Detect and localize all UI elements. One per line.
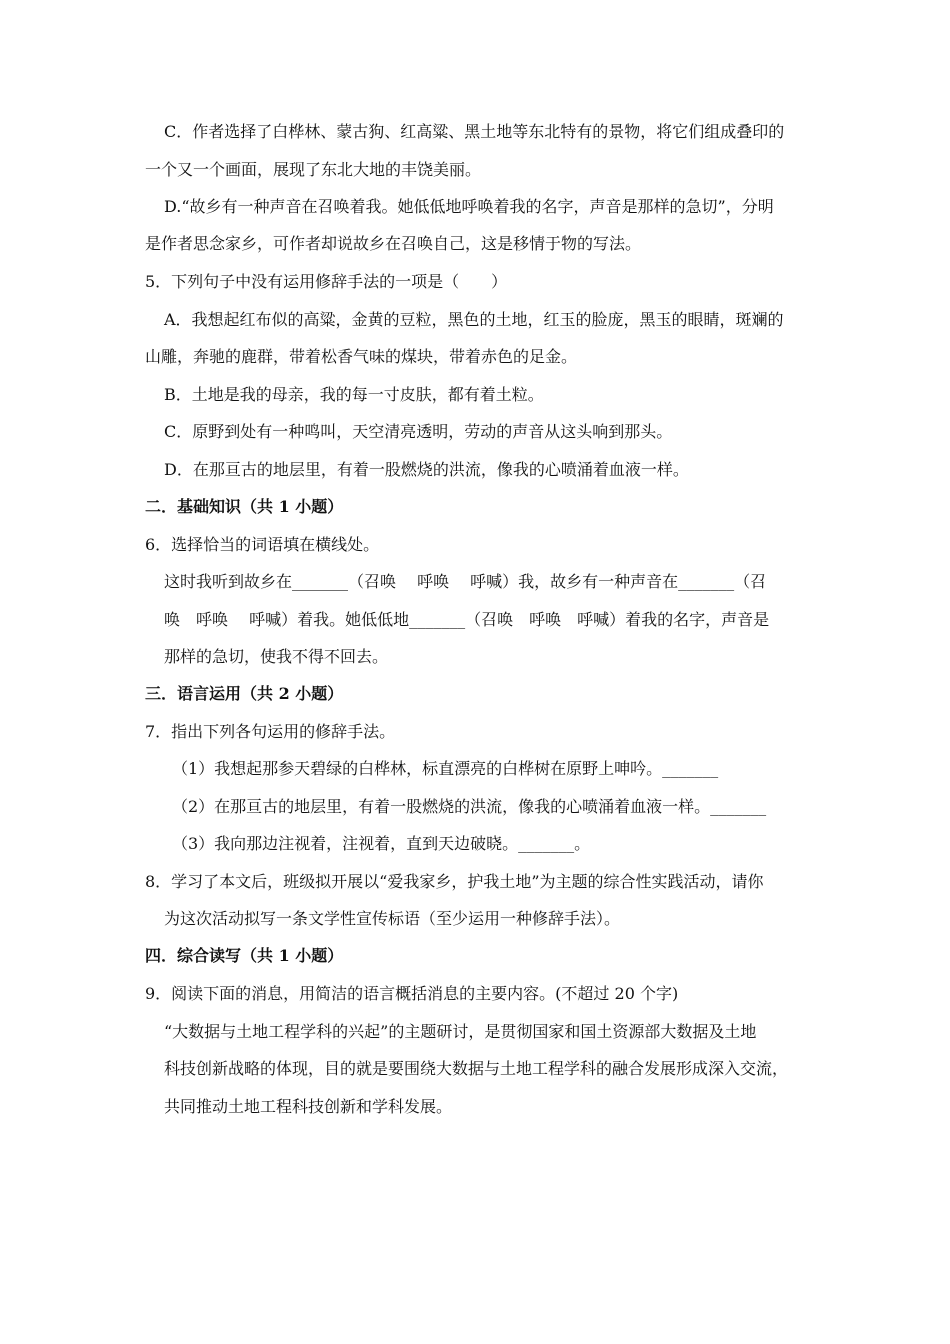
q5-stem: 5．下列句子中没有运用修辞手法的一项是（ ） <box>145 272 508 291</box>
q6-stem: 6．选择恰当的词语填在横线处。 <box>145 535 380 554</box>
q9-passage-line1: “大数据与土地工程学科的兴起”的主题研讨，是贯彻国家和国土资源部大数据及土地 <box>164 1022 757 1041</box>
q5-option-b: B．土地是我的母亲，我的每一寸皮肤，都有着土粒。 <box>164 385 544 404</box>
q7-stem: 7．指出下列各句运用的修辞手法。 <box>145 722 396 741</box>
q6-passage-line1: 这时我听到故乡在_______（召唤 呼唤 呼喊）我，故乡有一种声音在_______（召 <box>164 572 767 591</box>
q9-stem: 9．阅读下面的消息，用简洁的语言概括消息的主要内容。(不超过 20 个字) <box>145 984 679 1003</box>
q8-line2: 为这次活动拟写一条文学性宣传标语（至少运用一种修辞手法）。 <box>164 909 621 928</box>
q4-option-d-line2: 是作者思念家乡，可作者却说故乡在召唤自己，这是移情于物的写法。 <box>145 234 642 253</box>
q6-passage-line2: 唤 呼唤 呼喊）着我。她低低地_______（召唤 呼唤 呼喊）着我的名字，声音是 <box>164 610 770 629</box>
q9-passage-line3: 共同推动土地工程科技创新和学科发展。 <box>164 1097 453 1116</box>
q5-option-a-line1: A．我想起红布似的高粱，金黄的豆粒，黑色的土地，红玉的脸庞，黑玉的眼睛，斑斓的 <box>164 310 784 329</box>
q7-item-1: （1）我想起那参天碧绿的白桦林，标直漂亮的白桦树在原野上呻吟。_______ <box>172 759 719 778</box>
q5-option-c: C．原野到处有一种鸣叫，天空清亮透明，劳动的声音从这头响到那头。 <box>164 422 673 441</box>
section2-heading: 二．基础知识（共 1 小题） <box>145 497 344 516</box>
q5-option-d: D．在那亘古的地层里，有着一股燃烧的洪流，像我的心喷涌着血液一样。 <box>164 460 689 479</box>
section4-heading: 四．综合读写（共 1 小题） <box>145 946 344 965</box>
q8-line1: 8．学习了本文后，班级拟开展以“爱我家乡，护我土地”为主题的综合性实践活动，请你 <box>145 872 764 891</box>
q4-option-c-line2: 一个又一个画面，展现了东北大地的丰饶美丽。 <box>145 160 482 179</box>
q5-option-a-line2: 山雕，奔驰的鹿群，带着松香气味的煤块，带着赤色的足金。 <box>145 347 578 366</box>
q4-option-c-line1: C．作者选择了白桦林、蒙古狗、红高粱、黑土地等东北特有的景物，将它们组成叠印的 <box>164 122 785 141</box>
q7-item-3: （3）我向那边注视着，注视着，直到天边破晓。_______。 <box>172 834 591 853</box>
section3-heading: 三．语言运用（共 2 小题） <box>145 684 344 703</box>
q4-option-d-line1: D.“故乡有一种声音在召唤着我。她低低地呼唤着我的名字，声音是那样的急切”，分明 <box>164 197 774 216</box>
q7-item-2: （2）在那亘古的地层里，有着一股燃烧的洪流，像我的心喷涌着血液一样。_______ <box>172 797 767 816</box>
q6-passage-line3: 那样的急切，使我不得不回去。 <box>164 647 389 666</box>
q9-passage-line2: 科技创新战略的体现，目的就是要围绕大数据与土地工程学科的融合发展形成深入交流， <box>164 1059 789 1078</box>
